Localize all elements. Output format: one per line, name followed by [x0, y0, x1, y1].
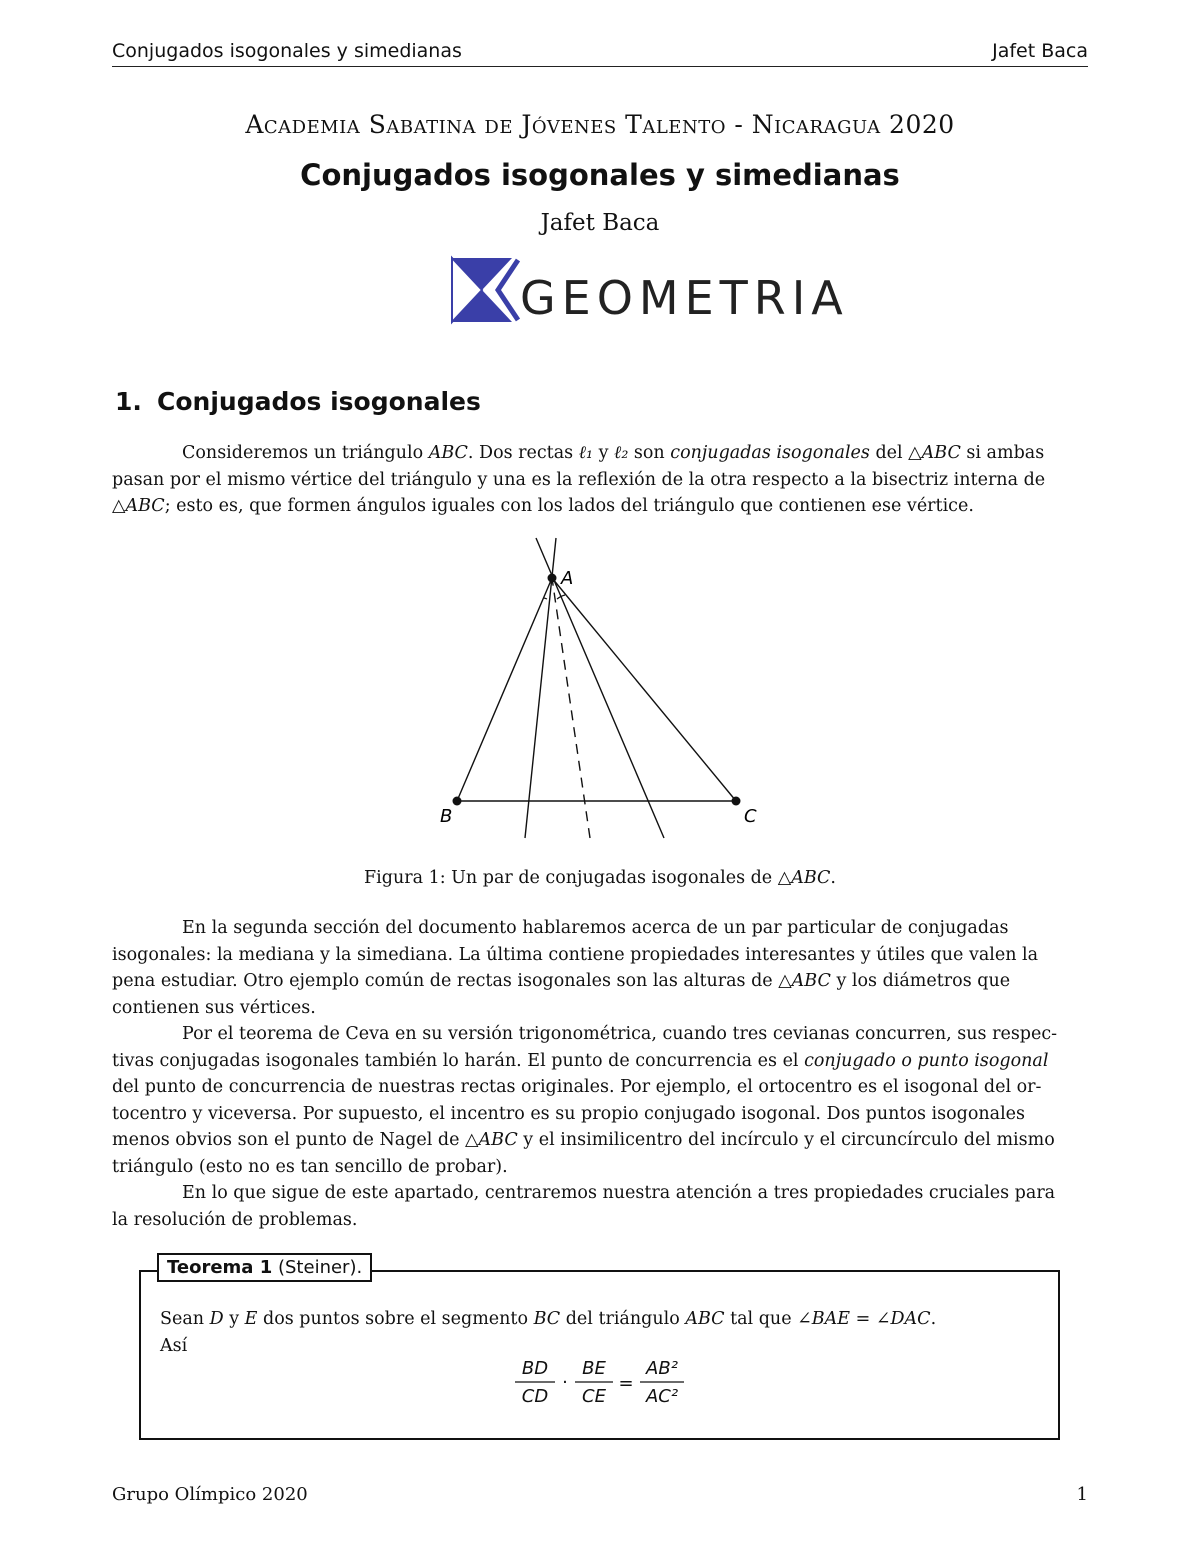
geometria-logo — [448, 254, 849, 326]
equals-sign: = — [618, 1373, 634, 1394]
para3-line-1: Por el teorema de Ceva en su versión trigonométrica, cuando tres cevianas concurren, sus respec- — [182, 1024, 1058, 1044]
theorem-statement — [160, 1306, 1040, 1360]
label-b: B — [440, 806, 453, 827]
frac3-numerator: AB² — [646, 1358, 678, 1379]
steiner-formula — [510, 1354, 700, 1410]
logo-wordmark: GEOMETRIA — [520, 271, 849, 325]
footer-group: Grupo Olímpico 2020 — [112, 1484, 308, 1505]
theorem-line-2: Así — [160, 1336, 188, 1356]
header-title: Conjugados isogonales y simedianas — [112, 40, 462, 62]
frac1-numerator: BD — [521, 1358, 549, 1379]
label-a: A — [561, 568, 574, 589]
section-number: 1. — [115, 387, 142, 416]
frac2-denominator: CE — [582, 1386, 606, 1407]
para3-line-4: tocentro y viceversa. Por supuesto, el incentro es su propio conjugado isogonal. Dos puntos isogonales — [112, 1103, 1026, 1124]
page-number: 1 — [1076, 1484, 1088, 1505]
frac1-denominator: CD — [521, 1386, 549, 1407]
side-ab — [457, 578, 552, 801]
para3-line-3: del punto de concurrencia de nuestras rectas originales. Por ejemplo, el ortocentro es el isogonal del or- — [112, 1077, 1042, 1097]
point-a — [548, 574, 557, 583]
para2-line-1: En la segunda sección del documento hablaremos acerca de un par particular de conjugadas — [182, 918, 1009, 938]
figure-isogonal-lines — [400, 532, 800, 842]
para3-line-6: triángulo (esto no es tan sencillo de probar). — [112, 1156, 508, 1177]
point-c — [732, 797, 741, 806]
paragraph-2 — [112, 915, 1088, 1021]
theorem-line-1: Sean D y E dos puntos sobre el segmento BC del triángulo ABC tal que ∠BAE = ∠DAC. — [160, 1309, 937, 1329]
academy-line: Academia Sabatina de Jóvenes Talento - Nicaragua 2020 — [245, 110, 955, 139]
theorem-name: (Steiner). — [277, 1257, 363, 1278]
paragraph-4 — [112, 1180, 1088, 1233]
section-title: Conjugados isogonales — [157, 387, 481, 416]
intro-line-1: Consideremos un triángulo ABC. Dos rectas ℓ₁ y ℓ₂ son conjugadas isogonales del △ABC si ambas — [182, 443, 1045, 463]
intro-line-2: pasan por el mismo vértice del triángulo y una es la reflexión de la otra respecto a la bisectriz interna de — [112, 469, 1046, 490]
label-c: C — [744, 806, 757, 827]
para3-line-2: tivas conjugadas isogonales también lo harán. El punto de concurrencia es el conjugado o punto isogonal — [112, 1050, 1049, 1071]
angle-mark-left — [544, 598, 547, 599]
formula-graphic — [510, 1354, 700, 1410]
figure-caption: Figura 1: Un par de conjugadas isogonales de △ABC. — [364, 868, 836, 888]
intro-paragraph — [112, 440, 1088, 520]
header-author: Jafet Baca — [992, 40, 1088, 62]
paragraph-3 — [112, 1021, 1088, 1180]
theorem-label — [157, 1253, 372, 1282]
para2-line-4: contienen sus vértices. — [112, 997, 316, 1018]
theorem-number: Teorema 1 — [167, 1257, 273, 1278]
document-author: Jafet Baca — [540, 210, 660, 236]
geometria-logo-graphic — [448, 254, 849, 326]
line-l2 — [536, 538, 664, 838]
frac3-denominator: AC² — [645, 1386, 679, 1407]
intro-line-3: △ABC; esto es, que formen ángulos iguales con los lados del triángulo que contienen ese vértice. — [112, 496, 974, 516]
isogonal-diagram — [400, 532, 800, 842]
para4-line-2: la resolución de problemas. — [112, 1209, 358, 1230]
running-header — [112, 40, 1088, 67]
section-heading — [115, 387, 481, 416]
frac2-numerator: BE — [582, 1358, 606, 1379]
line-l1 — [525, 538, 556, 838]
point-b — [453, 797, 462, 806]
para4-line-1: En lo que sigue de este apartado, centraremos nuestra atención a tres propiedades cruciales para — [182, 1183, 1056, 1203]
para3-line-5: menos obvios son el punto de Nagel de △ABC y el insimilicentro del incírculo y el circuncírculo del mismo — [112, 1130, 1055, 1150]
document-title: Conjugados isogonales y simedianas — [300, 158, 900, 192]
dot-operator: · — [562, 1372, 568, 1393]
para2-line-2: isogonales: la mediana y la simediana. La última contiene propiedades interesantes y útiles que valen la — [112, 944, 1039, 965]
para2-line-3: pena estudiar. Otro ejemplo común de rectas isogonales son las alturas de △ABC y los diámetros que — [112, 971, 1011, 991]
